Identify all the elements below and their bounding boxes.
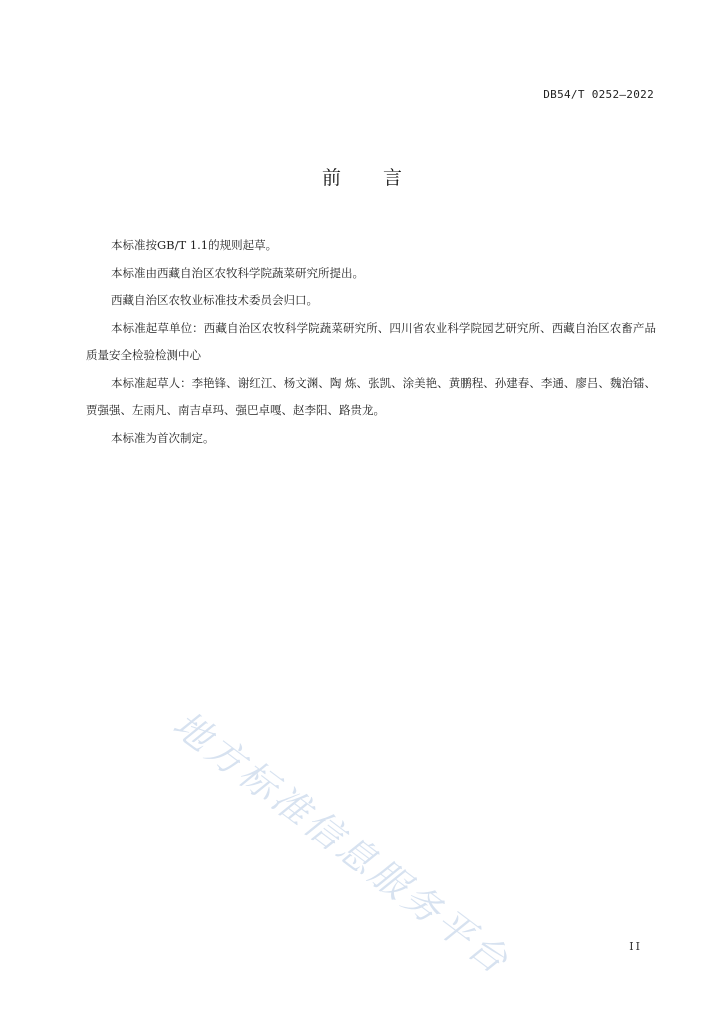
paragraph-proposer: 本标准由西藏自治区农牧科学院蔬菜研究所提出。	[111, 265, 364, 280]
page-title: 前言	[321, 167, 444, 189]
watermark: 地方标准信息服务平台	[164, 702, 519, 984]
paragraph-first-edition: 本标准为首次制定。	[111, 430, 215, 445]
page-number: II	[629, 940, 642, 953]
preface-body	[86, 232, 656, 452]
standard-code: DB54/T 0252—2022	[543, 88, 654, 101]
paragraph-drafters: 本标准起草人：李艳锋、谢红江、杨文渊、陶 炼、张凯、涂美艳、黄鹏程、孙建春、李通、廖吕、魏治镭、贾强强、左雨凡、南吉卓玛、强巴卓嘎、赵李阳、路贵龙。	[86, 375, 656, 417]
paragraph-committee: 西藏自治区农牧业标准技术委员会归口。	[111, 293, 318, 307]
paragraph-drafting-rule: 本标准按GB/T 1.1的规则起草。	[111, 238, 278, 252]
paragraph-drafting-units: 本标准起草单位：西藏自治区农牧科学院蔬菜研究所、四川省农业科学院园艺研究所、西藏自治区农畜产品质量安全检验检测中心	[86, 320, 656, 362]
